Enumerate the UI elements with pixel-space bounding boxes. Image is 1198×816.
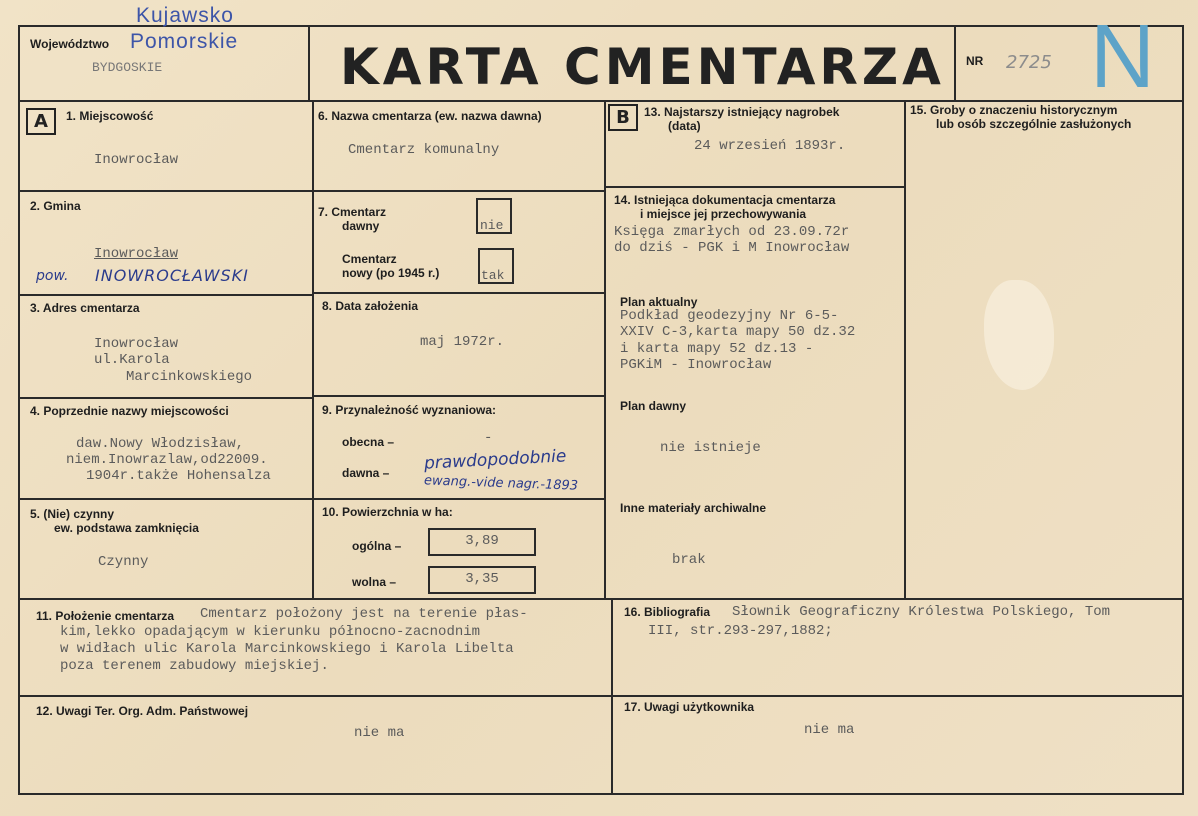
- field-10-total-value: 3,89: [465, 533, 499, 549]
- wojewodztwo-label: Województwo: [30, 37, 110, 51]
- field-9-former-label: dawna –: [342, 466, 390, 480]
- row-divider-r1: [604, 186, 905, 188]
- field-1-value: Inowrocław: [94, 152, 179, 168]
- field-2-hand-value: INOWROCŁAWSKI: [95, 266, 249, 285]
- field-2-value: Inowrocław: [94, 246, 179, 262]
- section-a-badge: A: [26, 108, 56, 135]
- field-11-label: 11. Położenie cmentarza: [36, 609, 175, 623]
- plan-current-label: Plan aktualny: [620, 295, 698, 309]
- corner-mark: N: [1090, 7, 1155, 107]
- field-4-label: 4. Poprzednie nazwy miejscowości: [30, 404, 229, 418]
- field-10-free-value: 3,35: [465, 571, 499, 587]
- field-8-label: 8. Data założenia: [322, 299, 419, 313]
- field-7-label-a2: dawny: [342, 219, 380, 233]
- row-divider-l3: [18, 397, 313, 399]
- field-15-label-line2: lub osób szczególnie zasłużonych: [936, 117, 1132, 131]
- field-10-free-label: wolna –: [352, 575, 397, 589]
- plan-current-line4: PGKiM - Inowrocław: [620, 357, 772, 373]
- header-divider: [18, 100, 1184, 102]
- field-5-value: Czynny: [98, 554, 149, 570]
- row-divider-m2: [312, 292, 605, 294]
- row-divider-l4: [18, 498, 313, 500]
- stamp-line1: Kujawsko: [136, 4, 234, 27]
- field-3-label: 3. Adres cmentarza: [30, 301, 140, 315]
- field-11-line3: w widłach ulic Karola Marcinkowskiego i Karola Libelta: [60, 641, 514, 657]
- field-13-label-line2: (data): [668, 119, 701, 133]
- field-14-value-line2: do dziś - PGK i M Inowrocław: [614, 240, 850, 256]
- field-11-line2: kim,lekko opadającym w kierunku północno-zacnodnim: [60, 624, 481, 640]
- field-7-box-a: [476, 198, 512, 234]
- field-3-line3: Marcinkowskiego: [126, 369, 253, 385]
- plan-former-value: nie istnieje: [660, 440, 761, 456]
- field-8-value: maj 1972r.: [420, 334, 505, 350]
- row-divider-m1: [312, 190, 605, 192]
- field-14-label-line1: 14. Istniejąca dokumentacja cmentarza: [614, 193, 836, 207]
- field-5-label-line1: 5. (Nie) czynny: [30, 507, 115, 521]
- section-b-badge: B: [608, 104, 638, 131]
- row-divider-l2: [18, 294, 313, 296]
- field-7-label-b1: Cmentarz: [342, 252, 397, 266]
- row-divider-b1: [18, 598, 1184, 600]
- field-7-box-b: [478, 248, 514, 284]
- row-divider-m3: [312, 395, 605, 397]
- field-13-value: 24 wrzesień 1893r.: [694, 138, 846, 154]
- field-15-label-line1: 15. Groby o znaczeniu historycznym: [910, 103, 1118, 117]
- field-11-line1: Cmentarz położony jest na terenie płas-: [200, 606, 528, 622]
- header-divider-v1: [308, 25, 310, 101]
- field-16-line1: Słownik Geograficzny Królestwa Polskiego, Tom: [732, 604, 1111, 620]
- plan-current-line1: Podkład geodezyjny Nr 6-5-: [620, 308, 839, 324]
- row-divider-l1: [18, 190, 313, 192]
- stamp-line2: Pomorskie: [130, 30, 239, 53]
- field-2-label: 2. Gmina: [30, 199, 81, 213]
- field-14-label-line2: i miejsce jej przechowywania: [640, 207, 807, 221]
- nr-value: 2725: [1006, 52, 1052, 73]
- field-7-value-b: tak: [481, 268, 505, 283]
- field-4-line2: niem.Inowrazlaw,od22009.: [66, 452, 268, 468]
- field-10-total-label: ogólna –: [352, 539, 402, 553]
- typed-wojewodztwo: BYDGOSKIE: [92, 60, 163, 75]
- field-16-label: 16. Bibliografia: [624, 605, 711, 619]
- col-divider-3: [904, 100, 906, 600]
- field-4-line3: 1904r.także Hohensalza: [86, 468, 271, 484]
- field-17-label: 17. Uwagi użytkownika: [624, 700, 755, 714]
- col-divider-2: [604, 100, 606, 600]
- field-4-line1: daw.Nowy Włodzisław,: [76, 436, 245, 452]
- row-divider-b2: [18, 695, 1184, 697]
- field-3-line2: ul.Karola: [94, 352, 170, 368]
- field-2-hand-prefix: pow.: [36, 268, 69, 284]
- field-9-current-label: obecna –: [342, 435, 395, 449]
- plan-current-line3: i karta mapy 52 dz.13 -: [620, 341, 814, 357]
- field-13-label-line1: 13. Najstarszy istniejący nagrobek: [644, 105, 840, 119]
- archive-label: Inne materiały archiwalne: [620, 501, 767, 515]
- field-17-value: nie ma: [804, 722, 855, 738]
- nr-label: NR: [966, 54, 984, 68]
- row-divider-m4: [312, 498, 605, 500]
- field-9-hand-line2: ewang.-vide nagr.-1893: [423, 473, 579, 494]
- field-7-label-a1: 7. Cmentarz: [318, 205, 387, 219]
- field-9-hand-line1: prawdopodobnie: [423, 446, 567, 474]
- field-3-line1: Inowrocław: [94, 336, 179, 352]
- col-divider-1: [312, 100, 314, 600]
- field-12-value: nie ma: [354, 725, 405, 741]
- field-11-line4: poza terenem zabudowy miejskiej.: [60, 658, 329, 674]
- field-1-label: 1. Miejscowość: [66, 109, 154, 123]
- field-9-current-value: -: [484, 430, 493, 446]
- field-6-value: Cmentarz komunalny: [348, 142, 500, 158]
- plan-current-line2: XXIV C-3,karta mapy 50 dz.32: [620, 324, 856, 340]
- field-9-label: 9. Przynależność wyznaniowa:: [322, 403, 497, 417]
- field-10-free-box: [428, 566, 536, 594]
- plan-former-label: Plan dawny: [620, 399, 687, 413]
- field-10-total-box: [428, 528, 536, 556]
- card-title: KARTA CMENTARZA: [340, 38, 945, 96]
- archive-value: brak: [672, 552, 706, 568]
- field-14-value-line1: Księga zmarłych od 23.09.72r: [614, 224, 850, 240]
- field-7-label-b2: nowy (po 1945 r.): [342, 266, 440, 280]
- field-5-label-line2: ew. podstawa zamknięcia: [54, 521, 199, 535]
- field-6-label: 6. Nazwa cmentarza (ew. nazwa dawna): [318, 109, 542, 123]
- field-10-label: 10. Powierzchnia w ha:: [322, 505, 453, 519]
- field-7-value-a: nie: [480, 218, 504, 233]
- header-divider-v2: [954, 25, 956, 101]
- field-12-label: 12. Uwagi Ter. Org. Adm. Państwowej: [36, 704, 249, 718]
- field-16-line2: III, str.293-297,1882;: [648, 623, 833, 639]
